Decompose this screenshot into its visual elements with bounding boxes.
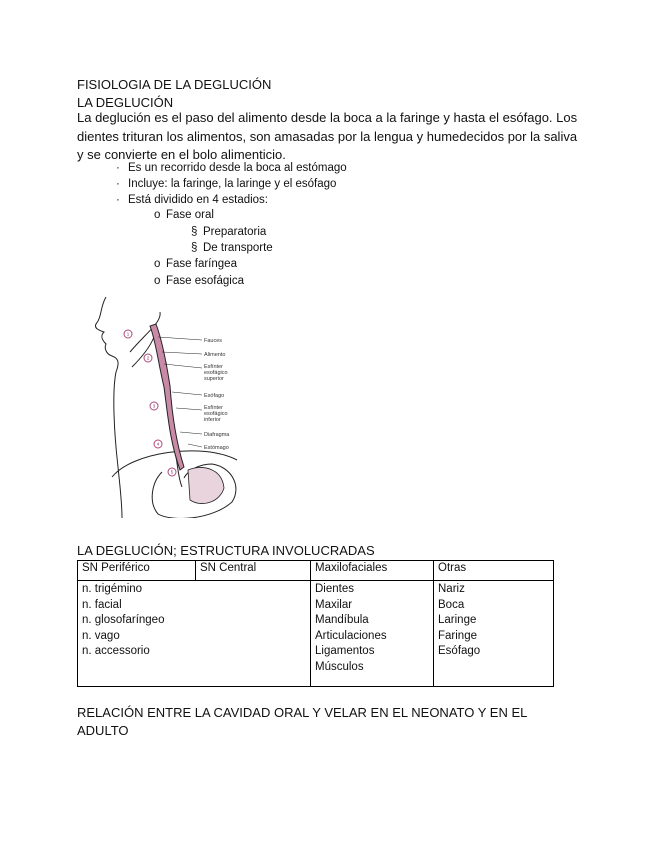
leader-line [164, 364, 202, 368]
doc-title: FISIOLOGIA DE LA DEGLUCIÓN [77, 77, 272, 92]
bullet-item [116, 162, 347, 174]
table-cell-line: n. vago [82, 629, 120, 642]
table-cell-others [434, 581, 554, 687]
table-header-cell: Otras [434, 561, 554, 581]
phase-marker: o [154, 275, 161, 287]
bullet-text: Es un recorrido desde la boca al estómago [128, 162, 347, 174]
phase-text: Fase faríngea [166, 258, 237, 270]
section-heading-structures: LA DEGLUCIÓN; ESTRUCTURA INVOLUCRADAS [77, 543, 375, 558]
bullet-text: Está dividido en 4 estadios: [128, 194, 269, 206]
figure-label: Alimento [204, 352, 226, 358]
stage-number: 1 [126, 331, 130, 337]
sub-marker: § [191, 242, 198, 254]
swallowing-diagram [92, 292, 272, 518]
table-cell-line: Laringe [438, 614, 477, 626]
bullet-text: Incluye: la faringe, la laringe y el esófago [128, 178, 337, 190]
table-cell-line: n. trigémino [82, 583, 143, 595]
bullet-marker: · [116, 194, 120, 206]
figure-label: inferior [204, 417, 221, 423]
phase-marker: o [154, 258, 161, 270]
leader-line [162, 352, 202, 354]
stage-number: 4 [156, 441, 160, 447]
table-header-row [78, 561, 554, 581]
structures-table [77, 560, 554, 687]
leader-line [180, 432, 202, 434]
table-cell-line: Nariz [438, 583, 465, 595]
phase-marker: o [154, 209, 161, 221]
phase-text: Fase oral [166, 209, 214, 221]
sub-text: De transporte [203, 242, 273, 254]
table-cell-line: Articulaciones [315, 629, 387, 642]
figure-label: Fauces [204, 338, 223, 344]
figure-label: Estómago [204, 445, 229, 451]
leader-line [172, 392, 202, 395]
section-heading-relation: RELACIÓN ENTRE LA CAVIDAD ORAL Y VELAR EN EL NEONATO Y EN EL [77, 705, 528, 720]
table-cell-line: Mandíbula [315, 614, 369, 626]
figure-label: Esfínter [204, 364, 223, 370]
figure-label: Diafragma [204, 432, 230, 438]
stomach-fill [188, 467, 224, 503]
phase-esofagica [154, 275, 244, 287]
table-header-cell: Maxilofaciales [311, 561, 434, 581]
table-cell-line: Músculos [315, 660, 364, 673]
table-row [78, 581, 554, 687]
phase-sub-item [191, 226, 266, 238]
bullet-item [116, 194, 268, 206]
table-cell-line: Maxilar [315, 598, 353, 611]
phase-faringea [154, 258, 237, 270]
phase-sub-item [191, 242, 273, 254]
stage-number: 2 [146, 355, 150, 361]
leader-line [158, 337, 202, 340]
esophagus-bolus-path [150, 324, 184, 470]
intro-paragraph: La deglución es el paso del alimento desde la boca a la faringe y hasta el esófago. Los dientes trituran los alimentos, son amasadas por la lengua y humedecidos por la saliva y se convierte en el bolo alimenticio. [77, 110, 578, 162]
sub-marker: § [191, 226, 198, 238]
tongue-outline [132, 337, 154, 367]
figure-label: superior [204, 376, 224, 382]
table-cell-line: Ligamentos [315, 645, 375, 657]
table-cell-line: Faringe [438, 629, 477, 642]
leader-line [176, 408, 202, 410]
bullet-marker: · [116, 178, 120, 190]
stage-number: 5 [170, 469, 174, 475]
stage-number: 3 [152, 403, 156, 409]
figure-label: esofágico [204, 370, 228, 376]
table-cell-line: n. accessorio [82, 645, 150, 657]
table-cell-line: n. glosofaríngeo [82, 614, 165, 626]
bullet-marker: · [116, 162, 120, 174]
section-heading-relation-cont: ADULTO [77, 723, 129, 738]
table-cell-line: Dientes [315, 583, 354, 595]
doc-subtitle: LA DEGLUCIÓN [77, 95, 174, 110]
table-header-cell: SN Central [196, 561, 311, 581]
table-cell-maxillofacial [311, 581, 434, 687]
table-cell-peripheral [78, 581, 311, 687]
head-profile-outline [95, 297, 122, 518]
table-cell-line: Boca [438, 598, 465, 611]
sub-text: Preparatoria [203, 226, 267, 238]
figure-label: Esófago [204, 393, 225, 399]
table-cell-line: Esófago [438, 645, 481, 657]
figure-label: esofágico [204, 411, 228, 417]
phase-text: Fase esofágica [166, 275, 244, 287]
phase-oral [154, 209, 214, 221]
table-cell-line: n. facial [82, 598, 122, 611]
leader-line [188, 444, 202, 447]
bullet-item [116, 178, 336, 190]
figure-label: Esfínter [204, 405, 223, 411]
table-header-cell: SN Periférico [78, 561, 196, 581]
